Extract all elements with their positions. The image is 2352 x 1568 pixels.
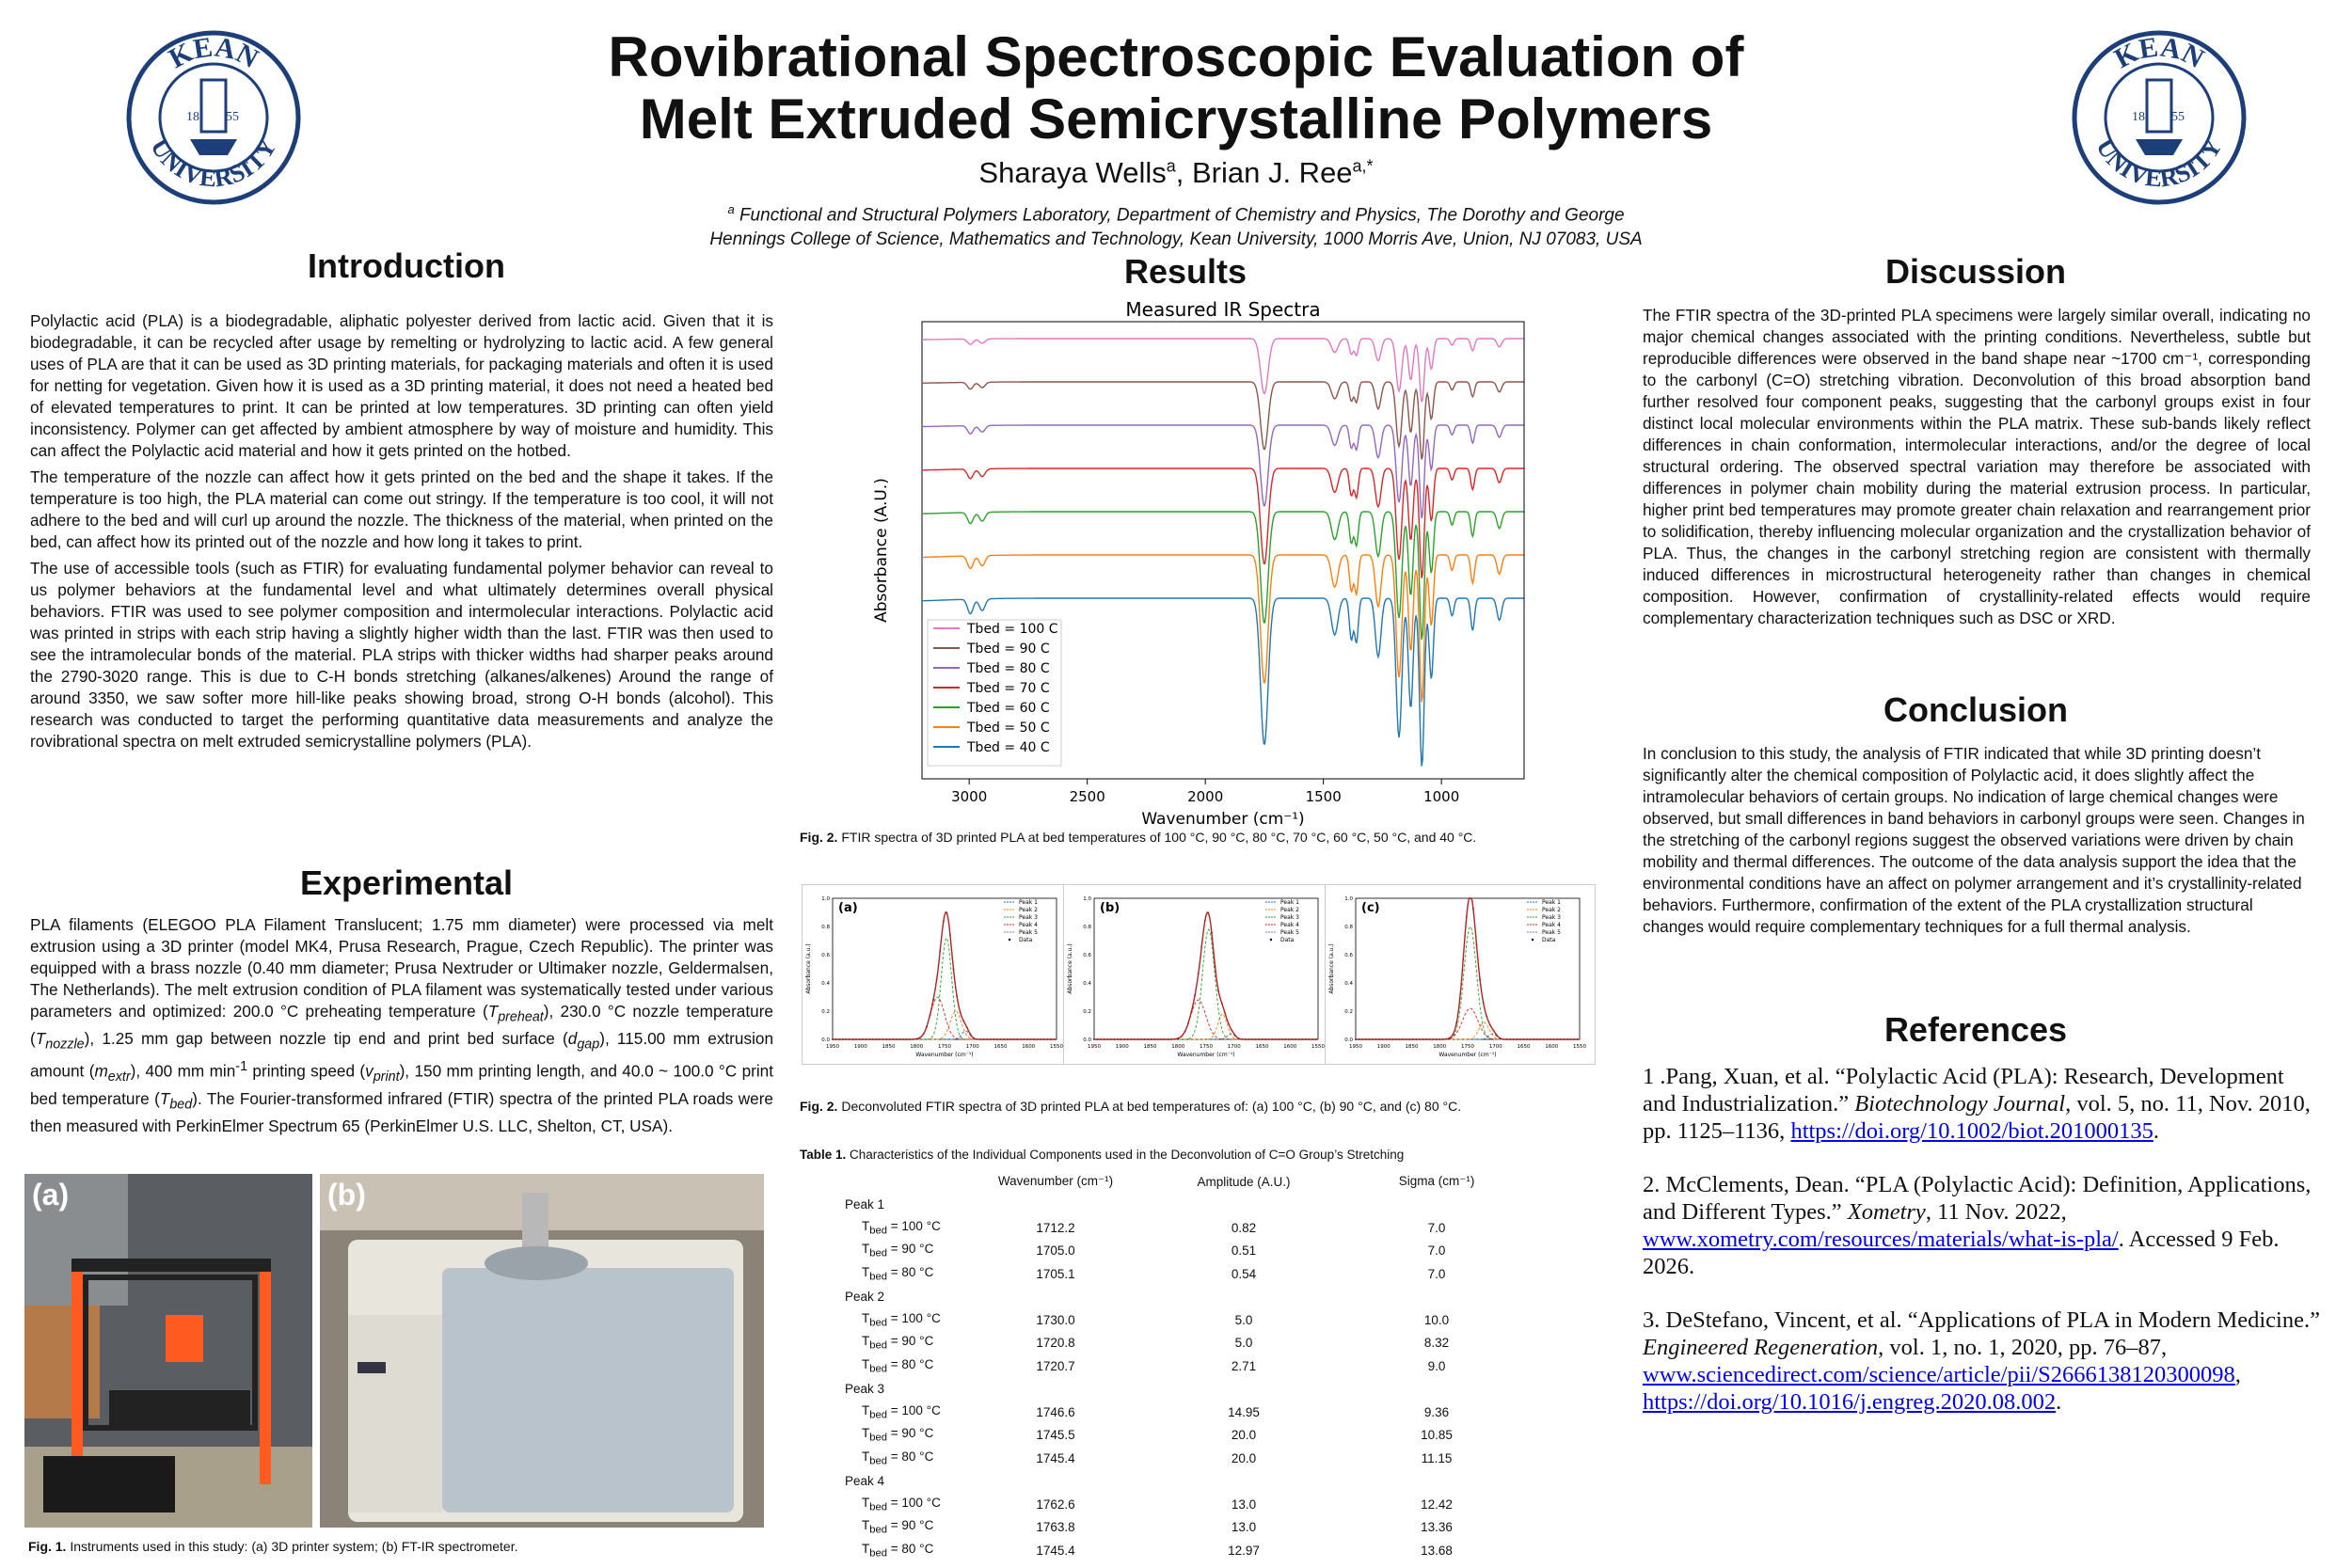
legend-label: Peak 5 bbox=[1019, 929, 1038, 936]
author-2-affil: a,* bbox=[1352, 156, 1374, 176]
table-cell-sig: 10.0 bbox=[1423, 1312, 1450, 1327]
x-tick-label: 1700 bbox=[1227, 1044, 1241, 1050]
y-axis-label: Absorbance (a.u.) bbox=[1067, 943, 1073, 994]
photo-a-label: (a) bbox=[32, 1178, 70, 1212]
table-cell-amp: 20.0 bbox=[1231, 1450, 1257, 1465]
component-peak bbox=[1356, 1034, 1580, 1039]
legend-label: Peak 3 bbox=[1542, 914, 1561, 921]
y-tick-label: 1.0 bbox=[1083, 896, 1091, 902]
affil-line-2: Hennings College of Science, Mathematics and Technology, Kean University, 1000 Morris Ave, Union, NJ 07083, USA bbox=[709, 230, 1643, 250]
logo-bottom-text: UNIVERSITY bbox=[2090, 133, 2228, 193]
logo-bottom-text: UNIVERSITY bbox=[145, 133, 282, 193]
table-group-name: Peak 4 bbox=[845, 1474, 885, 1489]
component-peak bbox=[1356, 927, 1580, 1039]
intro-heading: Introduction bbox=[308, 246, 505, 285]
y-tick-label: 1.0 bbox=[821, 896, 830, 902]
y-tick-label: 1.0 bbox=[1344, 896, 1353, 902]
x-tick-label: 1950 bbox=[1088, 1044, 1101, 1050]
col-sigma: Sigma (cm⁻¹) bbox=[1398, 1174, 1475, 1189]
table-cell-amp: 13.0 bbox=[1231, 1497, 1257, 1512]
col-wavenumber: Wavenumber (cm⁻¹) bbox=[997, 1174, 1114, 1189]
x-tick-label: 1750 bbox=[1200, 1044, 1213, 1050]
table-cell-sig: 8.32 bbox=[1423, 1336, 1450, 1351]
affiliation bbox=[612, 198, 1740, 252]
legend-label: Data bbox=[1280, 937, 1295, 943]
table-row: $T_{bed} = 90$ °C 1763.8 13.0 13.36 bbox=[839, 1516, 1535, 1540]
table-cell-sig: 13.36 bbox=[1421, 1520, 1453, 1535]
intro-paragraph-1: Polylactic acid (PLA) is a biodegradable, aliphatic polyester derived from lactic acid. Given that it is biodegradable, it can be recycled after usage by remelting or hydrolyzing to lactic acid. A few general uses of PLA are that it can be used as 3D printing materials, for packaging materials and often it is used for netting for vegetation. Given how it is used as a 3D printing material, it does not need a heated bed of elevated temperatures to print. It can be printed at low temperatures. 3D printing can often yield inconsistency. Polymer can get affected by ambient atmosphere by way of moisture and humidity. This can affect the Polylactic acid material and how it gets printed on the hotbed. bbox=[30, 311, 773, 460]
x-tick-label: 1800 bbox=[1433, 1044, 1447, 1050]
conclusion-heading: Conclusion bbox=[1883, 690, 2068, 729]
y-tick-label: 0.6 bbox=[1344, 953, 1353, 958]
reference-2: 2. McClements, Dean. “PLA (Polylactic Acid): Definition, Applications, and Different Types.” Xometry, 11 Nov. 2022, www.xometry.com/resources/materials/what-is-pla/. Accessed 9 Feb. 2026. bbox=[1643, 1172, 2312, 1279]
logo-year-left: 18 bbox=[2132, 110, 2145, 124]
table-cell-wn: 1705.1 bbox=[1036, 1266, 1075, 1281]
poster-title bbox=[527, 26, 1825, 150]
photo-3d-printer bbox=[24, 1174, 312, 1528]
table-cell-amp: 0.54 bbox=[1231, 1266, 1257, 1281]
y-tick-label: 0.2 bbox=[1344, 1009, 1353, 1015]
y-tick-label: 0.2 bbox=[1083, 1009, 1091, 1015]
x-tick-label: 1900 bbox=[1115, 1044, 1129, 1050]
component-peak bbox=[1094, 1000, 1318, 1039]
x-tick-label: 1550 bbox=[1573, 1044, 1586, 1050]
table-cell-wn: 1705.0 bbox=[1036, 1243, 1075, 1259]
logo-year-left: 18 bbox=[186, 110, 199, 124]
x-tick-label: 1650 bbox=[1255, 1044, 1269, 1050]
discussion-body: The FTIR spectra of the 3D-printed PLA specimens were largely similar overall, indicating no major chemical changes associated with the printing conditions. Nevertheless, subtle but reproducible differences were observed in the band shape near ~1700 cm⁻¹, corresponding to the carbonyl (C=O) stretching vibration. Deconvolution of this broad absorption band further resolved four component peaks, suggesting that the carbonyl groups exist in four distinct local molecular environments within the PLA matrix. These sub-bands likely reflect differences in chain conformation, intermolecular interactions, and/or the degree of local structural ordering. The observed spectral variation may therefore be associated with differences in polymer chain mobility during the material extrusion process. In particular, higher print bed temperatures may promote greater chain relaxation and rearrangement prior to solidification, thereby influencing molecular organization and the crystallization behavior of PLA. Thus, the changes in the carbonyl stretching region are consistent with thermally induced differences in microstructural heterogeneity rather than changes in chemical composition. However, confirmation of crystallinity-related effects would require complementary characterization techniques such as DSC or XRD. bbox=[1643, 306, 2311, 627]
logo-top-text: KEAN bbox=[164, 31, 264, 75]
decon-panel-a bbox=[802, 884, 1073, 1065]
table-cell-amp: 0.51 bbox=[1231, 1243, 1257, 1259]
legend-label: Peak 3 bbox=[1019, 914, 1038, 921]
x-tick-label: 1500 bbox=[1305, 788, 1342, 805]
table-cell-amp: 20.0 bbox=[1231, 1428, 1257, 1443]
title-line-2: Melt Extruded Semicrystalline Polymers bbox=[639, 87, 1713, 150]
component-peak bbox=[833, 997, 1057, 1039]
reference-3-link-2[interactable]: https://doi.org/10.1016/j.engreg.2020.08.002 bbox=[1643, 1389, 2057, 1415]
legend-label: Peak 1 bbox=[1280, 899, 1299, 906]
legend-label: Peak 4 bbox=[1019, 922, 1038, 928]
x-tick-label: 1650 bbox=[1517, 1044, 1531, 1050]
y-tick-label: 0.8 bbox=[1083, 925, 1091, 930]
x-tick-label: 1850 bbox=[1405, 1044, 1419, 1050]
x-tick-label: 1700 bbox=[965, 1044, 979, 1050]
table-group-row bbox=[839, 1194, 1535, 1217]
table-cell-sig: 10.85 bbox=[1421, 1428, 1453, 1443]
x-tick-label: 1900 bbox=[853, 1044, 867, 1050]
table-row: $T_{bed} = 80$ °C 1745.4 20.0 11.15 bbox=[839, 1447, 1535, 1470]
x-tick-label: 1800 bbox=[910, 1044, 924, 1050]
results-heading: Results bbox=[1123, 252, 1248, 291]
table-cell-sig: 12.42 bbox=[1421, 1497, 1453, 1512]
y-tick-label: 0.8 bbox=[1344, 925, 1353, 930]
fig2b-caption: Fig. 2. Deconvoluted FTIR spectra of 3D printed PLA at bed temperatures of: (a) 100 °C, (b) 90 °C, and (c) 80 °C. bbox=[800, 1099, 1462, 1114]
table-cell-sig: 9.0 bbox=[1427, 1358, 1446, 1373]
logo-year-right: 55 bbox=[226, 110, 239, 124]
ir-spectra-chart bbox=[866, 299, 1543, 826]
table1-caption: Table 1. Characteristics of the Individual Components used in the Deconvolution of C=O Group’s Stretching bbox=[800, 1148, 1405, 1162]
y-axis-label: Absorbance (a.u.) bbox=[1328, 943, 1335, 994]
legend-label: Peak 3 bbox=[1280, 914, 1299, 921]
table-cell-amp: 5.0 bbox=[1234, 1312, 1253, 1327]
table-cell-amp: 2.71 bbox=[1231, 1358, 1257, 1373]
references-heading: References bbox=[1883, 1010, 2068, 1049]
legend-label: Tbed = 50 C bbox=[967, 721, 1050, 736]
table-row: $T_{bed} = 100$ °C 1746.6 14.95 9.36 bbox=[839, 1401, 1535, 1424]
x-tick-label: 1950 bbox=[826, 1044, 839, 1050]
x-tick-label: 1550 bbox=[1050, 1044, 1063, 1050]
y-tick-label: 0.2 bbox=[821, 1009, 830, 1015]
y-tick-label: 0.0 bbox=[821, 1037, 830, 1043]
y-tick-label: 0.0 bbox=[1344, 1037, 1353, 1043]
legend-label: Peak 5 bbox=[1280, 929, 1299, 936]
x-tick-label: 1600 bbox=[1283, 1044, 1297, 1050]
y-tick-label: 0.6 bbox=[821, 953, 830, 958]
table-group-name: Peak 2 bbox=[845, 1290, 885, 1305]
legend-label: Data bbox=[1542, 937, 1556, 943]
y-tick-label: 0.6 bbox=[1083, 953, 1091, 958]
experimental-body: PLA filaments (ELEGOO PLA Filament Translucent; 1.75 mm diameter) were processed via melt extrusion using a 3D printer (model MK4, Prusa Research, Prague, Czech Republic). The printer was equipped with a brass nozzle (0.40 mm diameter; Prusa Nextruder or Ultimaker nozzle, Geldermalsen, The Netherlands). The melt extrusion condition of PLA filament was systematically tested under various parameters and optimized: 200.0 °C preheating temperature $(T_{preheat})$, 230.0 °C nozzle temperature $(T_{nozzle})$, 1.25 mm gap between nozzle tip end and print bed surface $(d_{gap})$, 115.00 mm extrusion amount $(m_{extr})$, 400 mm $\min^{-1}$ printing speed $(v_{print})$, 150 mm printing length, and 40.0 ~ 100.0 °C print bed temperature $(T_{bed})$. The Fourier-transformed infrared (FTIR) spectra of the printed PLA roads were then measured with PerkinElmer Spectrum 65 (PerkinElmer U.S. LLC, Shelton, CT, USA). bbox=[30, 915, 774, 1136]
x-tick-label: 1550 bbox=[1311, 1044, 1325, 1050]
table-row: $T_{bed} = 80$ °C 1705.1 0.54 7.0 bbox=[839, 1262, 1535, 1286]
y-axis-label: Absorbance (A.U.) bbox=[872, 478, 891, 623]
col-amplitude: Amplitude (A.U.) bbox=[1197, 1174, 1291, 1189]
table-cell-wn: 1745.4 bbox=[1036, 1543, 1075, 1558]
x-tick-label: 1600 bbox=[1545, 1044, 1559, 1050]
intro-paragraph-2: The temperature of the nozzle can affect how it gets printed on the bed and the shape it takes. If the temperature is too high, the PLA material can come out stringy. If the temperature is too cool, it will not adhere to the bed and will curl up around the nozzle. The thickness of the material, when printed on the bed, can affect how its printed out of the nozzle and how long it takes to print. bbox=[30, 467, 773, 551]
conclusion-body: In conclusion to this study, the analysis of FTIR indicated that while 3D printing doesn’t significantly alter the chemical composition of Polylactic acid, it does slightly affect the intramolecular behaviors of certain groups. No indication of large chemical changes were observed, but small differences in band behaviors in carbonyl groups were seen. Changes in the stretching of the carbonyl regions suggest the observed variations were driven by chain mobility and thermal differences. The outcome of the data analysis support the idea that the environmental conditions have an affect on polymer arrangement and it’s crystallinity-related behaviors. Furthermore, confirmation of the extent of the PLA crystallization structural changes would require complementary techniques for a full thermal analysis. bbox=[1643, 744, 2305, 936]
component-peak bbox=[1356, 1022, 1580, 1039]
y-tick-label: 0.4 bbox=[1083, 981, 1091, 987]
table-cell-sig: 9.36 bbox=[1423, 1404, 1450, 1419]
table-cell-amp: 0.82 bbox=[1231, 1220, 1257, 1235]
panel-label: (a) bbox=[838, 901, 858, 915]
legend-label: Tbed = 70 C bbox=[967, 681, 1050, 696]
legend-label: Data bbox=[1019, 937, 1033, 943]
panel-label: (c) bbox=[1361, 901, 1380, 915]
table-cell-sig: 7.0 bbox=[1427, 1243, 1446, 1259]
reference-3-link-1[interactable]: www.sciencedirect.com/science/article/pii/S2666138120300098 bbox=[1643, 1362, 2235, 1387]
kean-logo-left bbox=[124, 28, 303, 207]
x-tick-label: 1000 bbox=[1423, 788, 1460, 805]
decon-panel-c bbox=[1325, 884, 1596, 1065]
x-axis-label: Wavenumber (cm⁻¹) bbox=[915, 1052, 974, 1058]
x-tick-label: 1650 bbox=[993, 1044, 1008, 1050]
authors bbox=[527, 156, 1825, 190]
table-cell-sig: 13.68 bbox=[1421, 1543, 1453, 1558]
table-row: $T_{bed} = 100$ °C 1762.6 13.0 12.42 bbox=[839, 1493, 1535, 1516]
author-separator: , bbox=[1175, 156, 1192, 189]
x-axis-label: Wavenumber (cm⁻¹) bbox=[1141, 810, 1305, 826]
table-cell-amp: 14.95 bbox=[1228, 1404, 1260, 1419]
table-row: $T_{bed} = 100$ °C 1730.0 5.0 10.0 bbox=[839, 1308, 1535, 1332]
table-cell-amp: 13.0 bbox=[1231, 1520, 1257, 1535]
table-cell-wn: 1763.8 bbox=[1036, 1520, 1075, 1535]
table-cell-wn: 1745.4 bbox=[1036, 1450, 1075, 1465]
legend-label: Peak 5 bbox=[1542, 929, 1561, 936]
component-peak bbox=[1094, 1014, 1318, 1039]
table-cell-wn: 1730.0 bbox=[1036, 1312, 1075, 1327]
table-row: $T_{bed} = 90$ °C 1705.0 0.51 7.0 bbox=[839, 1240, 1535, 1263]
component-peak bbox=[1094, 929, 1318, 1039]
table-cell-amp: 5.0 bbox=[1234, 1336, 1253, 1351]
fig1-caption: Fig. 1. Instruments used in this study: (a) 3D printer system; (b) FT-IR spectrometer. bbox=[28, 1539, 518, 1554]
experimental-heading: Experimental bbox=[299, 863, 514, 902]
kean-logo-right bbox=[2070, 28, 2249, 207]
table-cell-wn: 1720.8 bbox=[1036, 1336, 1075, 1351]
logo-top-text: KEAN bbox=[2109, 31, 2210, 75]
x-tick-label: 2000 bbox=[1187, 788, 1224, 805]
table-row: $T_{bed} = 100$ °C 1712.2 0.82 7.0 bbox=[839, 1216, 1535, 1240]
legend-label: Peak 2 bbox=[1280, 907, 1299, 913]
intro-body bbox=[30, 310, 773, 757]
table-row: $T_{bed} = 80$ °C 1720.7 2.71 9.0 bbox=[839, 1354, 1535, 1378]
table-1 bbox=[839, 1170, 1535, 1562]
y-tick-label: 0.0 bbox=[1083, 1037, 1091, 1043]
table-row: $T_{bed} = 90$ °C 1720.8 5.0 8.32 bbox=[839, 1332, 1535, 1355]
table-group-row bbox=[839, 1286, 1535, 1309]
table-row: $T_{bed} = 80$ °C 1745.4 12.97 13.68 bbox=[839, 1539, 1535, 1562]
table-cell-wn: 1720.7 bbox=[1036, 1358, 1075, 1373]
table-cell-sig: 11.15 bbox=[1421, 1450, 1453, 1465]
logo-year-right: 55 bbox=[2171, 110, 2185, 124]
table-group-name: Peak 1 bbox=[845, 1197, 885, 1212]
reference-2-link[interactable]: www.xometry.com/resources/materials/what-is-pla/ bbox=[1643, 1227, 2119, 1252]
x-tick-label: 1850 bbox=[882, 1044, 896, 1050]
y-tick-label: 0.4 bbox=[821, 981, 830, 987]
table-cell-wn: 1712.2 bbox=[1036, 1220, 1075, 1235]
legend-label: Tbed = 40 C bbox=[967, 740, 1050, 755]
series-line bbox=[922, 468, 1524, 578]
table-cell-amp: 12.97 bbox=[1228, 1543, 1260, 1558]
x-tick-label: 1750 bbox=[1461, 1044, 1474, 1050]
table-cell-sig: 7.0 bbox=[1427, 1266, 1446, 1281]
legend-swatch bbox=[1532, 939, 1534, 941]
x-tick-label: 1800 bbox=[1171, 1044, 1185, 1050]
x-tick-label: 2500 bbox=[1069, 788, 1105, 805]
reference-3: 3. DeStefano, Vincent, et al. “Applications of PLA in Modern Medicine.” Engineered Regeneration, vol. 1, no. 1, 2020, pp. 76–87, www.sciencedirect.com/science/article/pii/S2666138120300098, https://doi.org/10.1016/j.engreg.2020.08.002. bbox=[1643, 1307, 2320, 1415]
affil-line-1: Functional and Structural Polymers Laboratory, Department of Chemistry and Physics, The Dorothy and George bbox=[739, 205, 1625, 226]
legend-label: Peak 4 bbox=[1280, 922, 1299, 928]
table-group-name: Peak 3 bbox=[845, 1382, 885, 1397]
legend-swatch bbox=[1009, 939, 1010, 941]
references-list bbox=[1643, 1063, 2320, 1442]
legend-label: Peak 2 bbox=[1542, 907, 1561, 913]
legend-label: Tbed = 100 C bbox=[967, 622, 1058, 637]
author-1: Sharaya Wells bbox=[978, 156, 1167, 189]
table-row: $T_{bed} = 90$ °C 1745.5 20.0 10.85 bbox=[839, 1424, 1535, 1448]
y-axis-label: Absorbance (a.u.) bbox=[805, 943, 812, 994]
discussion-heading: Discussion bbox=[1884, 252, 2067, 291]
intro-paragraph-3: The use of accessible tools (such as FTIR) for evaluating fundamental polymer behavior can reveal to us polymer behaviors at the fundamental level and what ultimately determines overall physical behaviors. FTIR was used to see polymer composition and intermolecular interactions. Polylactic acid was printed in strips with each strip having a slightly higher width than the last. FTIR was then used to see the intramolecular bonds of the material. PLA strips with thicker widths had sharper peaks around the 2790-3020 range. This is due to C-H bonds stretching (alkanes/alkenes) Around the range of around 3350, we saw softer more hill-like peaks showing broad, strong O-H bonds (alcohol). This research was conducted to target the performing quantitative data measurements and analyze the rovibrational spectra on melt extruded semicrystalline polymers (PLA). bbox=[30, 559, 773, 751]
x-axis-label: Wavenumber (cm⁻¹) bbox=[1438, 1052, 1497, 1058]
reference-1: 1 .Pang, Xuan, et al. “Polylactic Acid (PLA): Research, Development and Industrialization.” Biotechnology Journal, vol. 5, no. 11, Nov. 2010, pp. 1125–1136, https://doi.org/10.1002/biot.201000135. bbox=[1643, 1064, 2311, 1144]
x-tick-label: 1900 bbox=[1376, 1044, 1391, 1050]
table-cell-wn: 1745.5 bbox=[1036, 1428, 1075, 1443]
author-2: Brian J. Ree bbox=[1191, 156, 1353, 189]
fig2-caption: Fig. 2. FTIR spectra of 3D printed PLA at bed temperatures of 100 °C, 90 °C, 80 °C, 70 °C, 60 °C, 50 °C, and 40 °C. bbox=[800, 830, 1477, 845]
legend-swatch bbox=[1270, 939, 1272, 941]
panel-label: (b) bbox=[1100, 901, 1120, 915]
table-cell-sig: 7.0 bbox=[1427, 1220, 1446, 1235]
y-tick-label: 0.8 bbox=[821, 925, 830, 930]
x-axis-label: Wavenumber (cm⁻¹) bbox=[1177, 1052, 1235, 1058]
table-cell-wn: 1746.6 bbox=[1036, 1404, 1075, 1419]
y-tick-label: 0.4 bbox=[1344, 981, 1353, 987]
table-cell-wn: 1762.6 bbox=[1036, 1497, 1075, 1512]
series-line bbox=[922, 339, 1524, 402]
legend-label: Peak 1 bbox=[1019, 899, 1038, 906]
photo-b-label: (b) bbox=[327, 1178, 366, 1212]
author-1-affil: a bbox=[1166, 156, 1176, 176]
legend-label: Tbed = 60 C bbox=[967, 701, 1050, 716]
legend-label: Tbed = 90 C bbox=[967, 641, 1050, 657]
title-line-1: Rovibrational Spectroscopic Evaluation of bbox=[608, 25, 1744, 88]
x-tick-label: 1850 bbox=[1143, 1044, 1157, 1050]
x-tick-label: 3000 bbox=[951, 788, 988, 805]
x-tick-label: 1700 bbox=[1488, 1044, 1502, 1050]
table-group-row bbox=[839, 1470, 1535, 1494]
chart-title: Measured IR Spectra bbox=[1125, 299, 1321, 321]
legend-label: Peak 2 bbox=[1019, 907, 1038, 913]
photo-ftir-spectrometer bbox=[320, 1174, 764, 1528]
component-peak bbox=[1356, 1008, 1580, 1039]
table-group-row bbox=[839, 1378, 1535, 1402]
affil-mark: a bbox=[727, 202, 735, 216]
legend-label: Peak 1 bbox=[1542, 899, 1561, 906]
x-tick-label: 1750 bbox=[938, 1044, 951, 1050]
reference-1-link[interactable]: https://doi.org/10.1002/biot.201000135 bbox=[1790, 1118, 2153, 1144]
legend-label: Peak 4 bbox=[1542, 922, 1561, 928]
component-peak bbox=[833, 938, 1057, 1039]
x-tick-label: 1600 bbox=[1022, 1044, 1036, 1050]
x-tick-label: 1950 bbox=[1349, 1044, 1362, 1050]
legend-label: Tbed = 80 C bbox=[967, 661, 1050, 676]
decon-panel-b bbox=[1063, 884, 1334, 1065]
